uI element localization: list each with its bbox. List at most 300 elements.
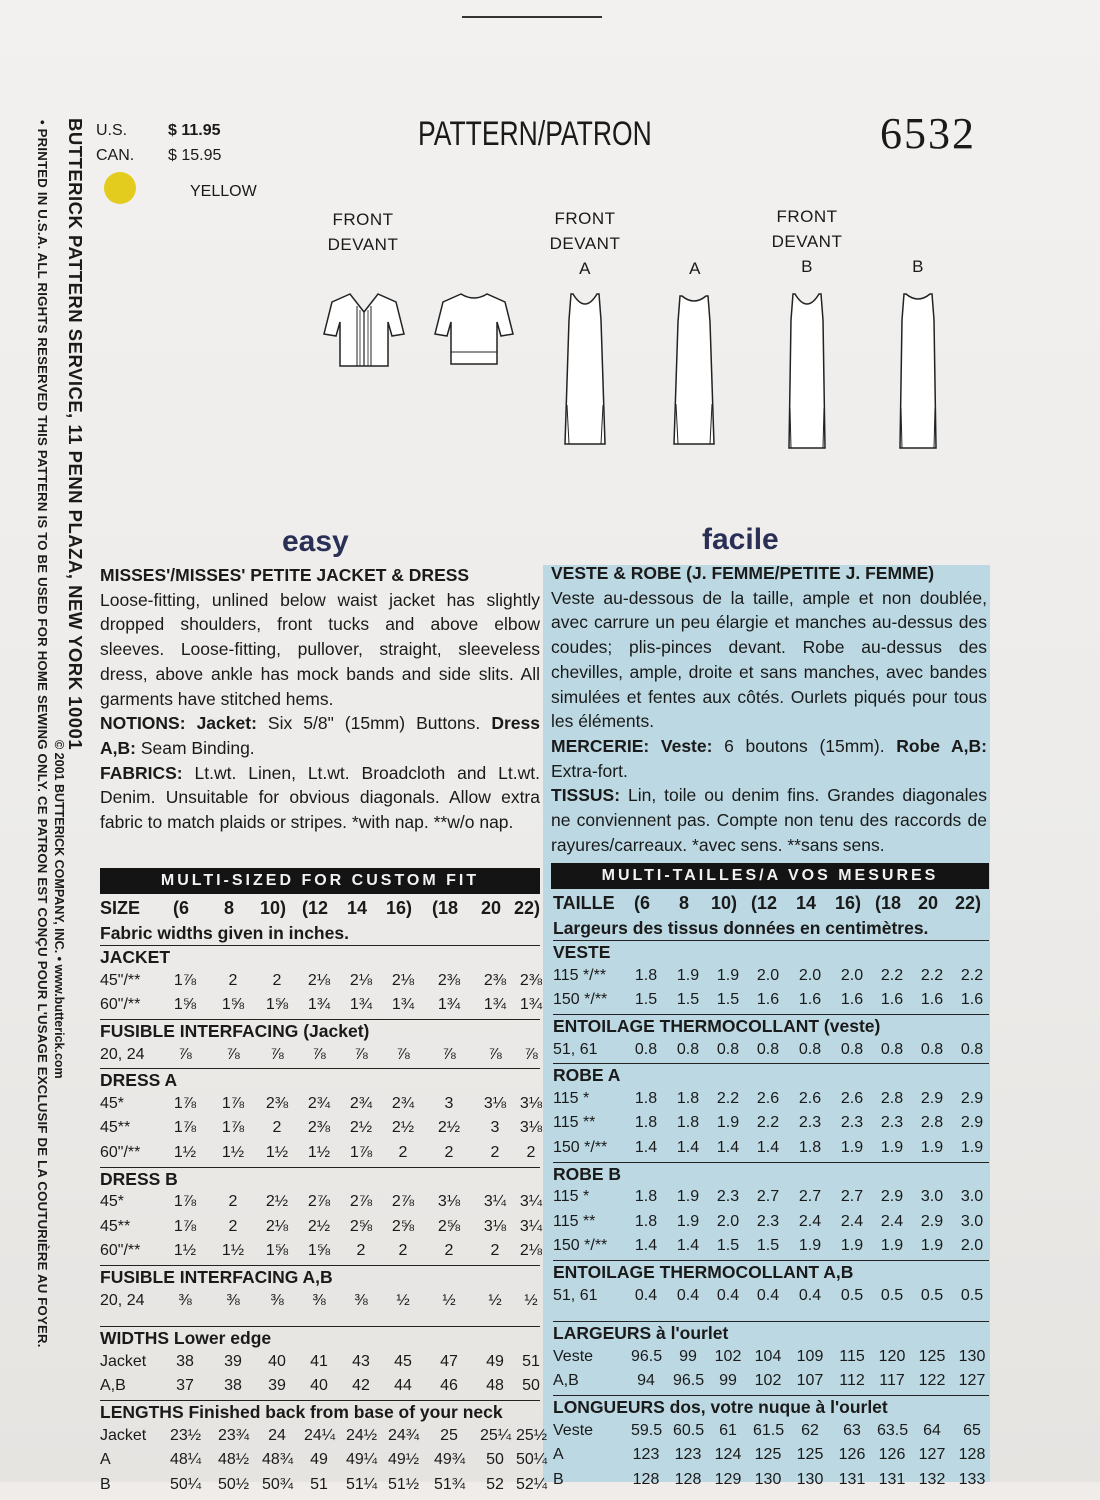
table-cell: 23¾ — [218, 1426, 250, 1444]
size-heading: 16) — [834, 893, 861, 913]
table-cell: ½ — [396, 1291, 410, 1309]
size-heading: (18 — [431, 898, 458, 918]
pattern-title: PATTERN/PATRON — [418, 115, 652, 153]
table-cell: 102 — [714, 1347, 742, 1365]
table-cell: ⅞ — [178, 1045, 192, 1063]
table-cell: 3⅛ — [519, 1094, 543, 1112]
table-cell: 1⅞ — [173, 971, 197, 989]
table-cell: ½ — [524, 1291, 538, 1309]
table-cell: ⅜ — [178, 1291, 192, 1309]
size-heading: 10) — [259, 898, 286, 918]
row-label: 150 */** — [553, 991, 608, 1009]
row-label: 115 */** — [553, 966, 607, 984]
section-title: FUSIBLE INTERFACING (Jacket) — [100, 1021, 370, 1041]
table-cell: 2.6 — [798, 1089, 822, 1107]
table-cell: 1.9 — [920, 1237, 944, 1255]
table-cell: 1.9 — [840, 1237, 864, 1255]
fr-desc: Veste au-dessous de la taille, ample et non doublée, avec carrure un peu élargie et manches au-dessus des coudes; plis-pinces devant. Robe au-dessus des chevilles, ample, droite et sans manches, avec bandes simulées et fentes aux côtés. Ourlets piqués pour tous les éléments. — [551, 587, 987, 732]
section-title: JACKET — [100, 947, 171, 968]
section-title: ROBE A — [553, 1065, 621, 1086]
table-cell: 60.5 — [673, 1421, 705, 1439]
table-cell: 48¾ — [262, 1451, 294, 1469]
table-cell: 0.8 — [798, 1040, 822, 1058]
table-cell: 49 — [310, 1451, 328, 1469]
table-cell: 2.0 — [716, 1212, 740, 1230]
table-cell: 50¾ — [262, 1475, 294, 1493]
table-cell: 2.0 — [756, 966, 780, 984]
table-cell: 2½ — [349, 1119, 373, 1137]
table-cell: ⅜ — [270, 1291, 284, 1309]
table-cell: 1.9 — [880, 1139, 904, 1156]
table-cell: 2⅛ — [307, 971, 331, 989]
divider — [553, 1260, 989, 1261]
table-cell: 2.2 — [920, 966, 944, 984]
table-cell: 2⅛ — [391, 971, 415, 989]
row-label: 115 ** — [553, 1212, 596, 1230]
table-cell: 1.4 — [756, 1139, 780, 1156]
table-cell: 1.5 — [716, 1237, 740, 1255]
view-label-dress-a-back: A — [689, 259, 701, 278]
table-cell: 1.9 — [676, 966, 700, 984]
table-cell: 2.8 — [880, 1089, 904, 1107]
table-cell: 0.5 — [880, 1286, 904, 1304]
row-label: 20, 24 — [100, 1291, 145, 1309]
table-cell: 0.4 — [756, 1286, 780, 1304]
table-cell: 2½ — [391, 1119, 415, 1137]
table-cell: 3⅛ — [483, 1094, 507, 1112]
table-cell: 3.0 — [960, 1188, 984, 1206]
table-cell: ⅞ — [270, 1045, 284, 1063]
table-cell: 38 — [176, 1352, 194, 1370]
table-cell: 52¼ — [516, 1475, 548, 1493]
table-cell: 126 — [838, 1446, 866, 1464]
table-cell: 131 — [878, 1470, 906, 1488]
table-cell: 2.3 — [716, 1188, 740, 1206]
section-title: WIDTHS Lower edge — [100, 1328, 272, 1349]
section-title: Fabric widths given in inches. — [100, 922, 349, 943]
price-can-value: $ 15.95 — [168, 147, 222, 164]
table-cell: 42 — [352, 1377, 370, 1395]
table-cell: 104 — [754, 1347, 782, 1365]
price-us-value: $ 11.95 — [168, 122, 221, 139]
table-cell: 1½ — [307, 1144, 331, 1161]
size-heading: 22) — [513, 898, 540, 918]
table-cell: 2.3 — [756, 1212, 780, 1230]
table-cell: 0.8 — [634, 1040, 658, 1058]
table-cell: 128 — [632, 1470, 660, 1488]
table-cell: 25¼ — [480, 1426, 512, 1444]
table-cell: 1½ — [173, 1144, 197, 1161]
size-heading: 22) — [954, 893, 981, 913]
table-cell: 51 — [522, 1352, 540, 1370]
row-label: 60"/** — [100, 1144, 141, 1161]
row-label: 45* — [100, 1193, 125, 1211]
table-cell: ⅜ — [226, 1291, 240, 1309]
table-cell: 0.4 — [716, 1286, 740, 1304]
fold-line — [462, 16, 602, 18]
row-label: A — [100, 1451, 111, 1469]
divider — [100, 1400, 540, 1401]
row-label: 45* — [100, 1094, 125, 1112]
row-label: 115 * — [553, 1089, 590, 1107]
table-cell: 50¼ — [170, 1475, 202, 1493]
table-cell: 40 — [310, 1377, 328, 1395]
table-cell: 2 — [272, 1119, 282, 1137]
fr-yardage-table — [553, 893, 989, 1488]
table-cell: 1.6 — [960, 991, 984, 1009]
rights-notice: • PRINTED IN U.S.A. ALL RIGHTS RESERVED THIS PATTERN IS TO BE USED FOR HOME SEWING ONLY. CE PATRON EST CONÇU POUR L'USAGE EXCLUSIF DE LA COUTURIÈRE AU FOYER. — [35, 120, 50, 1348]
table-cell: 130 — [796, 1470, 824, 1488]
table-cell: 2½ — [437, 1119, 461, 1137]
table-cell: 2.0 — [798, 966, 822, 984]
table-cell: ⅞ — [354, 1045, 368, 1063]
price-us-label: U.S. — [96, 122, 128, 139]
table-cell: 0.8 — [676, 1040, 700, 1058]
table-cell: 132 — [918, 1470, 946, 1488]
table-cell: 125 — [754, 1446, 782, 1464]
size-heading: (6 — [172, 898, 189, 918]
table-cell: 1.9 — [840, 1139, 864, 1156]
table-cell: 1.5 — [756, 1237, 780, 1255]
size-label: TAILLE — [553, 893, 615, 913]
table-cell: 1.9 — [960, 1139, 984, 1156]
table-cell: 39 — [224, 1352, 242, 1370]
section-title: ENTOILAGE THERMOCOLLANT (veste) — [553, 1016, 881, 1036]
table-cell: 1.6 — [798, 991, 822, 1009]
table-cell: 1¾ — [483, 996, 507, 1014]
divider — [100, 1019, 540, 1020]
table-cell: ⅜ — [312, 1291, 326, 1309]
table-cell: 1.8 — [634, 1114, 658, 1132]
table-cell: 62 — [801, 1421, 819, 1439]
table-cell: 3 — [490, 1119, 500, 1137]
jacket-back-sketch — [433, 292, 515, 368]
table-cell: 2.7 — [840, 1188, 864, 1206]
table-cell: 1¾ — [349, 996, 373, 1014]
table-cell: 99 — [679, 1347, 697, 1365]
table-cell: 1.8 — [634, 1212, 658, 1230]
table-cell: 3⅛ — [437, 1193, 461, 1211]
table-cell: 131 — [838, 1470, 866, 1488]
table-cell: 1.8 — [676, 1114, 700, 1132]
table-cell: 37 — [176, 1377, 194, 1395]
divider — [100, 1326, 540, 1327]
table-cell: 1¾ — [307, 996, 331, 1014]
table-cell: 102 — [754, 1372, 782, 1390]
row-label: 45** — [100, 1217, 131, 1235]
table-cell: 1.4 — [716, 1139, 740, 1156]
table-cell: 127 — [918, 1446, 946, 1464]
table-cell: 2 — [228, 1217, 238, 1235]
table-cell: 24½ — [346, 1426, 378, 1444]
table-cell: 1⅝ — [307, 1242, 331, 1260]
table-cell: 2.7 — [756, 1188, 780, 1206]
table-cell: 48½ — [218, 1451, 250, 1469]
table-cell: 2⅛ — [519, 1242, 543, 1260]
size-heading: (18 — [874, 893, 901, 913]
table-cell: 117 — [879, 1372, 905, 1390]
row-label: Jacket — [100, 1352, 147, 1370]
row-label: 115 ** — [553, 1114, 596, 1132]
fr-table-banner: MULTI-TAILLES/A VOS MESURES — [551, 863, 989, 889]
table-cell: 2⅛ — [349, 971, 373, 989]
table-cell: 1.8 — [634, 1089, 658, 1107]
table-cell: 125 — [796, 1446, 824, 1464]
table-cell: 124 — [714, 1446, 742, 1464]
divider — [553, 940, 989, 941]
table-cell: 1.9 — [716, 1114, 740, 1132]
view-label-dress-b-back: B — [912, 257, 924, 276]
row-label: Veste — [553, 1347, 594, 1365]
divider — [553, 1162, 989, 1163]
table-cell: 1½ — [221, 1242, 245, 1260]
table-cell: 51¾ — [434, 1475, 466, 1493]
table-cell: 2 — [398, 1242, 408, 1260]
table-cell: 0.5 — [920, 1286, 944, 1304]
table-cell: 2 — [490, 1242, 500, 1260]
table-cell: 123 — [674, 1446, 702, 1464]
table-cell: 0.8 — [756, 1040, 780, 1058]
table-cell: 3¼ — [519, 1193, 543, 1211]
table-cell: 2.9 — [960, 1089, 984, 1107]
table-cell: 1.9 — [676, 1212, 700, 1230]
table-cell: 3 — [444, 1094, 454, 1112]
fr-fabrics: TISSUS: Lin, toile ou denim fins. Grandes diagonales ne conviennent pas. Compte non tenu des raccords de rayures/carreaux. *avec sens. **sans sens. — [551, 785, 987, 855]
section-title: FUSIBLE INTERFACING A,B — [100, 1267, 333, 1287]
section-title: ROBE B — [553, 1163, 622, 1184]
table-cell: ⅞ — [524, 1045, 538, 1063]
table-cell: 1⅞ — [221, 1094, 245, 1112]
table-cell: 2⅜ — [483, 971, 507, 989]
table-cell: 2⅜ — [265, 1094, 289, 1112]
table-cell: 1.9 — [880, 1237, 904, 1255]
table-cell: 3⅛ — [519, 1119, 543, 1137]
color-swatch — [104, 172, 136, 204]
section-title: LARGEURS à l'ourlet — [553, 1323, 729, 1344]
row-label: 45** — [100, 1119, 131, 1137]
table-cell: 2.9 — [920, 1212, 944, 1230]
table-cell: 99 — [719, 1372, 737, 1390]
table-cell: 3¼ — [519, 1217, 543, 1235]
divider — [553, 1063, 989, 1064]
table-cell: 1⅞ — [173, 1217, 197, 1235]
table-cell: 2⅞ — [349, 1193, 373, 1211]
color-label: YELLOW — [190, 183, 257, 200]
table-cell: 2.0 — [840, 966, 864, 984]
table-cell: 1⅝ — [173, 996, 197, 1014]
table-cell: 0.4 — [798, 1286, 822, 1304]
table-cell: 3.0 — [960, 1212, 984, 1230]
table-cell: 130 — [754, 1470, 782, 1488]
table-cell: 65 — [963, 1421, 981, 1439]
table-cell: 2⅝ — [437, 1217, 461, 1235]
view-label-dress-a-front: FRONT DEVANT A — [549, 209, 621, 278]
table-cell: 41 — [310, 1352, 328, 1370]
table-cell: 2 — [526, 1144, 536, 1161]
table-cell: 3⅛ — [483, 1217, 507, 1235]
table-cell: 43 — [352, 1352, 370, 1370]
table-cell: 1.6 — [920, 991, 944, 1009]
dress-a-back-sketch — [664, 292, 724, 450]
en-notions: NOTIONS: Jacket: Six 5/8" (15mm) Buttons. Dress A,B: Seam Binding. — [100, 713, 540, 758]
table-cell: 2.0 — [960, 1237, 984, 1255]
size-heading: 14 — [346, 898, 368, 918]
table-cell: 50¼ — [516, 1451, 548, 1469]
table-cell: 49½ — [388, 1451, 420, 1469]
section-title: LENGTHS Finished back from base of your neck — [100, 1402, 503, 1422]
row-label: 20, 24 — [100, 1045, 145, 1063]
table-cell: 2.4 — [840, 1212, 864, 1230]
table-cell: 120 — [878, 1347, 906, 1365]
table-cell: 2.2 — [716, 1089, 740, 1107]
table-cell: 1.9 — [716, 966, 740, 984]
table-cell: 130 — [958, 1347, 986, 1365]
table-cell: 1¾ — [437, 996, 461, 1014]
table-cell: 2 — [228, 971, 238, 989]
table-cell: 0.5 — [840, 1286, 864, 1304]
table-cell: ⅜ — [354, 1291, 368, 1309]
table-cell: 2¾ — [391, 1094, 415, 1112]
table-cell: 96.5 — [673, 1372, 705, 1390]
row-label: 60"/** — [100, 996, 141, 1014]
table-cell: 2 — [444, 1144, 454, 1161]
table-cell: 1.5 — [676, 991, 700, 1009]
table-cell: ½ — [442, 1291, 456, 1309]
table-cell: 46 — [440, 1377, 458, 1395]
table-cell: ⅞ — [396, 1045, 410, 1063]
table-cell: 2½ — [265, 1193, 289, 1211]
table-cell: 52 — [486, 1475, 504, 1493]
fr-notions: MERCERIE: Veste: 6 boutons (15mm). Robe A,B: Extra-fort. — [551, 735, 987, 781]
table-cell: 24¼ — [304, 1426, 336, 1444]
table-cell: 2⅝ — [391, 1217, 415, 1235]
table-cell: 1⅞ — [349, 1144, 373, 1161]
dress-b-front-sketch — [777, 290, 837, 452]
table-cell: 2.9 — [880, 1188, 904, 1206]
row-label: 51, 61 — [553, 1040, 598, 1058]
row-label: 150 */** — [553, 1237, 608, 1255]
table-cell: 59.5 — [631, 1421, 663, 1439]
size-heading: (12 — [301, 898, 328, 918]
table-cell: 1.9 — [920, 1139, 944, 1156]
table-cell: 128 — [958, 1446, 986, 1464]
row-label: 115 * — [553, 1188, 590, 1206]
table-cell: 2.4 — [880, 1212, 904, 1230]
divider — [100, 1167, 540, 1168]
section-title: Largeurs des tissus données en centimètres. — [553, 917, 929, 938]
table-cell: 2.9 — [920, 1089, 944, 1107]
table-cell: 1.8 — [798, 1139, 822, 1156]
section-title: DRESS A — [100, 1070, 178, 1091]
table-cell: 2⅝ — [349, 1217, 373, 1235]
french-description — [551, 561, 987, 857]
table-cell: 50½ — [218, 1475, 250, 1493]
section-title: LONGUEURS dos, votre nuque à l'ourlet — [553, 1397, 888, 1417]
table-cell: 45 — [394, 1352, 412, 1370]
table-cell: 112 — [839, 1372, 865, 1390]
table-cell: 129 — [714, 1470, 742, 1488]
row-label: 60"/** — [100, 1242, 141, 1260]
table-cell: 2.8 — [920, 1114, 944, 1132]
size-heading: 16) — [385, 898, 412, 918]
table-cell: 1½ — [265, 1144, 289, 1161]
table-cell: 2.4 — [798, 1212, 822, 1230]
table-cell: 24¾ — [388, 1426, 420, 1444]
table-cell: 49¼ — [346, 1451, 378, 1469]
row-label: 45"/** — [100, 971, 141, 989]
table-cell: 1.4 — [634, 1139, 658, 1156]
table-cell: 1⅝ — [265, 1242, 289, 1260]
pattern-number: 6532 — [880, 109, 976, 158]
divider — [100, 945, 540, 946]
divider — [100, 1265, 540, 1266]
section-title: ENTOILAGE THERMOCOLLANT A,B — [553, 1262, 854, 1282]
table-cell: 123 — [632, 1446, 660, 1464]
row-label: B — [100, 1475, 111, 1493]
copyright: © 2001 BUTTERICK COMPANY, INC. • www.butterick.com — [52, 740, 66, 1079]
dress-a-front-sketch — [555, 290, 615, 450]
table-cell: 50 — [486, 1451, 504, 1469]
table-cell: 2¾ — [349, 1094, 373, 1112]
table-cell: 125 — [918, 1347, 946, 1365]
row-label: A,B — [100, 1377, 126, 1395]
table-cell: 2 — [356, 1242, 366, 1260]
table-cell: 126 — [878, 1446, 906, 1464]
table-cell: 128 — [674, 1470, 702, 1488]
row-label: A,B — [553, 1372, 579, 1390]
table-cell: 2¾ — [307, 1094, 331, 1112]
table-cell: 94 — [637, 1372, 655, 1390]
table-cell: 2⅜ — [437, 971, 461, 989]
table-cell: 0.4 — [676, 1286, 700, 1304]
table-cell: 2.7 — [798, 1188, 822, 1206]
table-cell: 1⅞ — [173, 1119, 197, 1137]
size-heading: 14 — [795, 893, 817, 913]
difficulty-fr: facile — [702, 523, 779, 556]
row-label: Veste — [553, 1421, 594, 1439]
table-cell: 3.0 — [920, 1188, 944, 1206]
table-cell: 23½ — [170, 1426, 202, 1444]
table-cell: 2.3 — [840, 1114, 864, 1132]
table-cell: 0.8 — [880, 1040, 904, 1058]
table-cell: 1.6 — [840, 991, 864, 1009]
table-cell: 25½ — [516, 1426, 548, 1444]
table-cell: 1.6 — [880, 991, 904, 1009]
table-cell: 107 — [796, 1372, 824, 1390]
table-cell: 63.5 — [877, 1421, 909, 1439]
view-label-jacket: FRONT DEVANT — [327, 210, 399, 254]
table-cell: 2⅞ — [391, 1193, 415, 1211]
table-cell: 3¼ — [483, 1193, 507, 1211]
jacket-front-sketch — [322, 290, 406, 370]
table-cell: 1.8 — [634, 966, 658, 984]
dress-b-back-sketch — [888, 290, 948, 452]
table-cell: 1.4 — [634, 1237, 658, 1255]
en-heading: MISSES'/MISSES' PETITE JACKET & DRESS — [100, 565, 470, 585]
difficulty-en: easy — [282, 525, 349, 558]
table-cell: 2 — [490, 1144, 500, 1161]
table-cell: 1½ — [221, 1144, 245, 1161]
en-yardage-table — [100, 898, 548, 1493]
table-cell: 1.8 — [634, 1188, 658, 1206]
table-cell: 1.9 — [676, 1188, 700, 1206]
table-cell: 1⅞ — [221, 1119, 245, 1137]
table-cell: 1.5 — [634, 991, 658, 1009]
table-cell: 1.8 — [676, 1089, 700, 1107]
table-cell: 2.3 — [880, 1114, 904, 1132]
table-cell: 2 — [272, 971, 282, 989]
section-title: DRESS B — [100, 1168, 178, 1189]
